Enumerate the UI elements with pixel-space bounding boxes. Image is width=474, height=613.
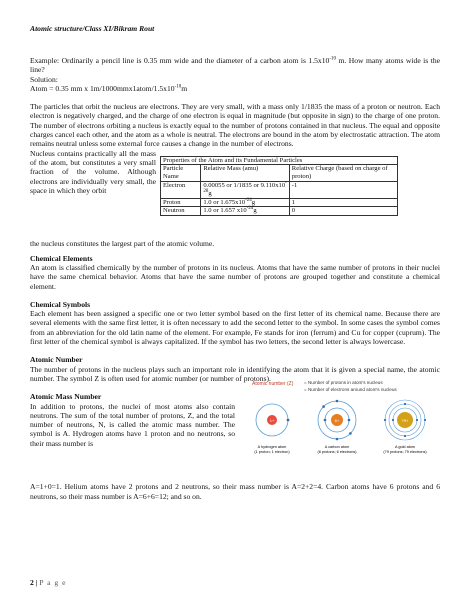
- chemical-elements-heading: Chemical Elements: [30, 253, 93, 263]
- atomic-mass-section: [30, 380, 440, 482]
- figure-legend-line1: = Number of protons in atom's nucleus: [304, 380, 383, 386]
- svg-text:A carbon atom: A carbon atom: [324, 445, 350, 450]
- table-row: Electron 0.00055 or 1/1835 or $9.110x10^{-28}g$ -1: [161, 182, 398, 199]
- table-row: Proton 1.0 or $1.675x10^{-24}g$ 1: [161, 198, 398, 207]
- electrons-paragraph: The particles that orbit the nucleus are electrons. They are very small, with a mass only 1/1835 the mass of a proton or neutron. Each electron is negatively charged, and the charge of one electron is equal in magnitude (but opposite in sign) to the charge of one proton. The number of electrons orbiting a nucleus is exactly equal to the number of protons contained in that nucleus. The equal and opposite charges cancel each other, and the atom as a whole is neutral. The electrons are bound in the atom by electrostatic attraction. The atom remains neutral unless some external force causes a change in the number of electrons.: [30, 102, 440, 149]
- page-number: 2: [30, 578, 34, 587]
- svg-text:1+: 1+: [269, 418, 275, 424]
- atomic-number-figure: [242, 378, 442, 468]
- svg-text:79+: 79+: [401, 418, 409, 424]
- chemical-symbols-heading: Chemical Symbols: [30, 299, 91, 309]
- running-header: Atomic structure/Class XI/Bikram Rout: [30, 24, 155, 33]
- nucleus-text: Nucleus contains practically all the mass of the atom, but constitutes a very small fraction of the volume. Although electrons are individually very small, the space in which they orbit: [30, 148, 156, 195]
- svg-text:A hydrogen atom: A hydrogen atom: [257, 445, 287, 450]
- example-question: Example: Ordinarily a pencil line is 0.35 mm wide and the diameter of a carbon atom is $1.5x10^{-10}$ m. How many atoms wide is the line?: [30, 56, 440, 75]
- atomic-mass-heading: Atomic Mass Number: [30, 392, 102, 402]
- svg-text:(1 proton; 1 electron): (1 proton; 1 electron): [254, 450, 290, 455]
- svg-text:A gold atom: A gold atom: [394, 445, 416, 450]
- page-label: P a g e: [39, 578, 67, 587]
- nucleus-section: [30, 149, 440, 248]
- atomic-mass-body-continued: A=1+0=1. Helium atoms have 2 protons and 2 neutrons, so their mass number is A=2+2=4. Carbon atoms have 6 protons and 6 neutrons, so their mass number is A=6+6=12; and so on.: [30, 482, 440, 501]
- gold-atom: [383, 400, 427, 454]
- solution-equation: Atom = 0.35 mm x $1m/1000mmx1atom/1.5x10^{-10}m$: [30, 83, 188, 93]
- chemical-elements-body: An atom is classified chemically by the number of protons in its nucleus. Atoms that have the same number of protons in their nuclei have the same chemical behavior. Atoms that have the same number of protons are grouped together and constitute a chemical element.: [30, 262, 440, 291]
- svg-text:(6 protons; 6 electrons): (6 protons; 6 electrons): [317, 450, 357, 455]
- page-footer: 2 | P a g e: [30, 578, 67, 587]
- table-caption: Properties of the Atom and its Fundamental Particles: [161, 156, 398, 165]
- atomic-mass-body: In addition to protons, the nuclei of most atoms also contain neutrons. The sum of the total number of protons, Z, and the total number of neutrons, N, is called the atomic mass number. The symbol is A. Hydrogen atoms have 1 proton and no neutrons, so their mass number is: [30, 401, 235, 448]
- figure-legend-label: Atomic number (Z): [252, 381, 294, 388]
- page-content: [30, 56, 440, 501]
- figure-legend-line2: = Number of electrons around atom's nucleus: [304, 387, 397, 393]
- table-header-row: Particle Name Relative Mass (amu) Relative Charge (based on charge of proton): [161, 165, 398, 182]
- atomic-number-body: The number of protons in the nucleus plays such an important role in identifying the atom that it is given a special name, the atomic number. The symbol Z is often used for atomic number (or number of protons).: [30, 364, 440, 383]
- svg-text:(79 protons; 79 electrons): (79 protons; 79 electrons): [383, 450, 427, 455]
- solution-label: Solution:: [30, 74, 58, 84]
- atomic-number-heading: Atomic Number: [30, 355, 83, 365]
- svg-text:6+: 6+: [334, 418, 340, 424]
- nucleus-tail: the nucleus constitutes the largest part of the atomic volume.: [30, 238, 215, 248]
- particle-properties-table: [160, 156, 398, 217]
- hydrogen-atom: [254, 404, 290, 454]
- table-row: Neutron 1.0 or 1.657 $x10^{-24}g$ 0: [161, 207, 398, 216]
- carbon-atom: [317, 400, 357, 454]
- chemical-symbols-body: Each element has been assigned a specific one or two letter symbol based on the first letter of its chemical name. Because there are several elements with the same first letter, it is often necessary to add the second letter to the symbol. In some cases the symbol comes from an abbreviation for the old latin name of the element. For example, Fe stands for iron (ferrum) and Cu for copper (cuprum). The first letter of the chemical symbol is always capitalized. If the symbol has two letters, the second letter is always lowercase.: [30, 309, 440, 347]
